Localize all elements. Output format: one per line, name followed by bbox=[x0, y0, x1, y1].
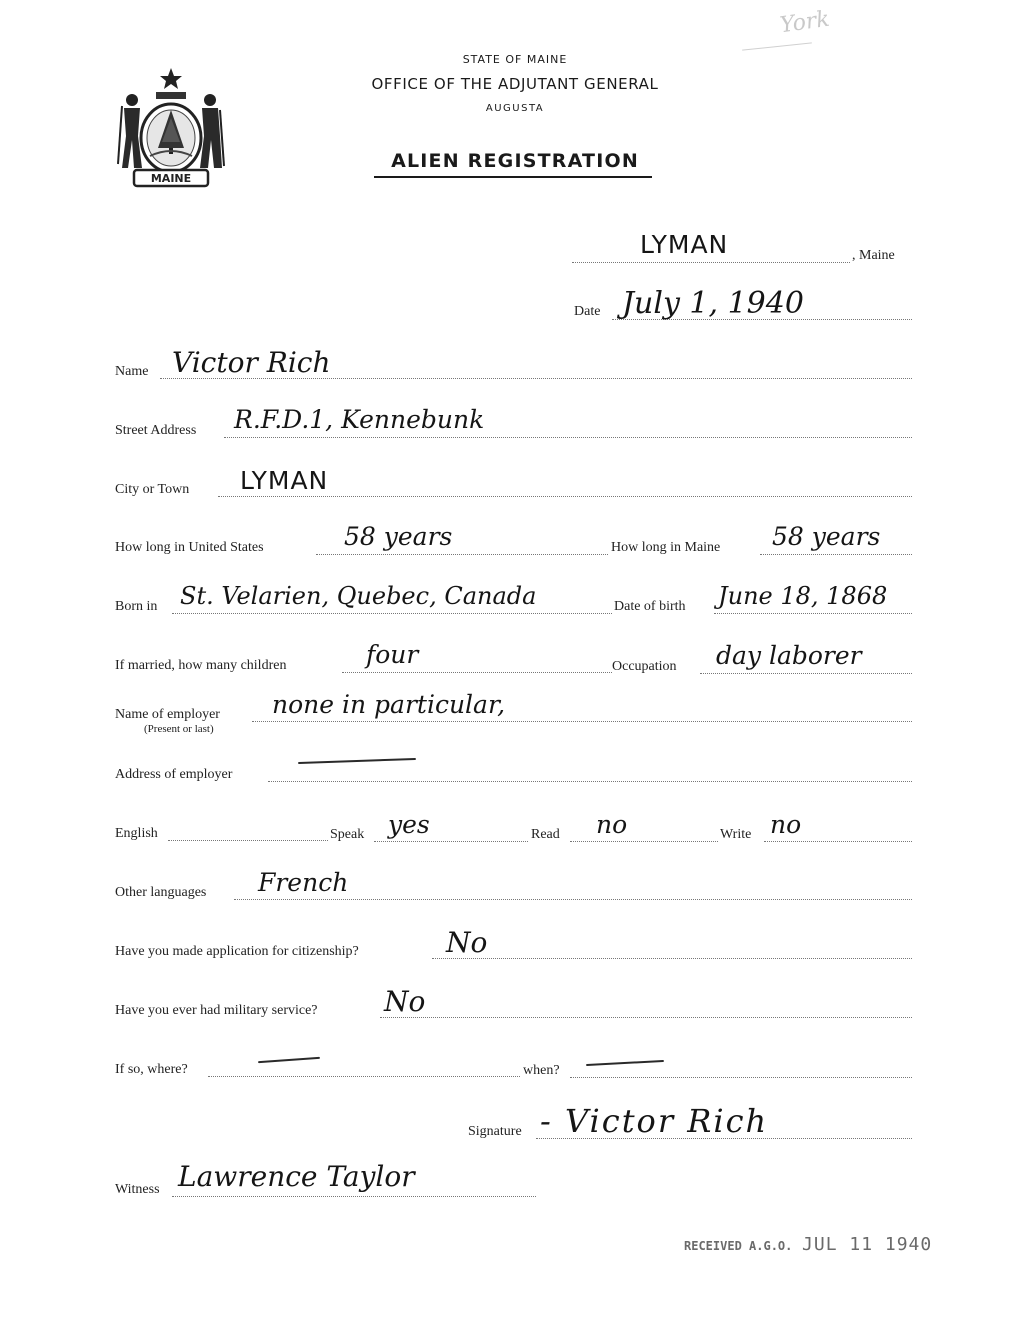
received-stamp bbox=[684, 1234, 932, 1255]
date-value: July 1, 1940 bbox=[622, 286, 804, 321]
read-label: Read bbox=[531, 827, 560, 842]
date-of-birth-label: Date of birth bbox=[614, 599, 686, 614]
header-city: AUGUSTA bbox=[485, 103, 545, 114]
where-line bbox=[208, 1076, 520, 1077]
witness-value: Lawrence Taylor bbox=[178, 1160, 415, 1193]
write-value: no bbox=[770, 810, 802, 839]
citizenship-value: No bbox=[446, 926, 488, 959]
how-long-maine-label: How long in Maine bbox=[611, 540, 721, 555]
read-value: no bbox=[596, 810, 628, 839]
maine-state-seal-icon bbox=[116, 66, 226, 192]
city-or-town-line bbox=[218, 496, 912, 497]
street-address-value: R.F.D.1, Kennebunk bbox=[234, 405, 485, 434]
header-state: STATE OF MAINE bbox=[462, 53, 568, 66]
born-in-label: Born in bbox=[115, 599, 158, 614]
seal-banner-text: MAINE bbox=[150, 172, 192, 185]
employer-name-label: Name of employer bbox=[115, 707, 220, 722]
write-line bbox=[764, 841, 912, 842]
city-or-town-label: City or Town bbox=[115, 482, 190, 497]
other-languages-value: French bbox=[258, 868, 349, 897]
name-label: Name bbox=[115, 364, 149, 379]
employer-address-label: Address of employer bbox=[115, 767, 233, 782]
received-stamp-label: RECEIVED A.G.O. bbox=[684, 1239, 793, 1253]
speak-value: yes bbox=[388, 810, 430, 839]
english-line bbox=[168, 840, 328, 841]
street-address-line bbox=[224, 437, 912, 438]
when-label: when? bbox=[523, 1063, 560, 1078]
employer-name-value: none in particular, bbox=[272, 690, 506, 719]
title-underline bbox=[374, 176, 652, 178]
write-label: Write bbox=[720, 827, 752, 842]
town-line bbox=[572, 262, 850, 263]
children-label: If married, how many children bbox=[115, 658, 287, 673]
signature-value: - Victor Rich bbox=[540, 1102, 769, 1140]
town-value: LYMAN bbox=[640, 230, 729, 259]
how-long-us-value: 58 years bbox=[344, 522, 453, 551]
children-line bbox=[342, 672, 612, 673]
received-stamp-date: JUL 11 1940 bbox=[802, 1234, 933, 1255]
name-value: Victor Rich bbox=[172, 346, 331, 379]
city-or-town-value: LYMAN bbox=[240, 466, 329, 495]
date-of-birth-value: June 18, 1868 bbox=[718, 582, 888, 610]
born-in-line bbox=[172, 613, 612, 614]
occupation-value: day laborer bbox=[716, 641, 862, 670]
other-languages-label: Other languages bbox=[115, 885, 207, 900]
corner-pencil-line bbox=[742, 42, 812, 50]
how-long-us-line bbox=[316, 554, 608, 555]
read-line bbox=[570, 841, 718, 842]
born-in-value: St. Velarien, Quebec, Canada bbox=[180, 582, 537, 610]
street-address-label: Street Address bbox=[115, 423, 197, 438]
employer-name-line bbox=[252, 721, 912, 722]
corner-pencil-note: York bbox=[778, 6, 832, 39]
military-line bbox=[380, 1017, 912, 1018]
witness-label: Witness bbox=[115, 1182, 160, 1197]
english-label: English bbox=[115, 826, 158, 841]
signature-label: Signature bbox=[468, 1124, 522, 1139]
employer-name-sublabel: (Present or last) bbox=[144, 723, 214, 735]
military-label: Have you ever had military service? bbox=[115, 1003, 318, 1018]
how-long-maine-line bbox=[760, 554, 912, 555]
citizenship-line bbox=[432, 958, 912, 959]
how-long-maine-value: 58 years bbox=[772, 522, 881, 551]
where-dash bbox=[258, 1057, 320, 1063]
where-label: If so, where? bbox=[115, 1062, 188, 1077]
occupation-line bbox=[700, 673, 912, 674]
military-value: No bbox=[384, 985, 426, 1018]
employer-address-dash bbox=[298, 758, 416, 764]
witness-line bbox=[172, 1196, 536, 1197]
speak-line bbox=[374, 841, 528, 842]
form-title: ALIEN REGISTRATION bbox=[391, 150, 639, 172]
speak-label: Speak bbox=[330, 827, 365, 842]
employer-address-line bbox=[268, 781, 912, 782]
occupation-label: Occupation bbox=[612, 659, 677, 674]
date-label: Date bbox=[574, 304, 601, 319]
how-long-us-label: How long in United States bbox=[115, 540, 264, 555]
citizenship-label: Have you made application for citizenship? bbox=[115, 944, 359, 959]
town-suffix: , Maine bbox=[852, 248, 895, 263]
date-of-birth-line bbox=[714, 613, 912, 614]
header-office: OFFICE OF THE ADJUTANT GENERAL bbox=[371, 75, 659, 93]
children-value: four bbox=[366, 640, 419, 669]
when-dash bbox=[586, 1060, 664, 1066]
other-languages-line bbox=[234, 899, 912, 900]
when-line bbox=[570, 1077, 912, 1078]
